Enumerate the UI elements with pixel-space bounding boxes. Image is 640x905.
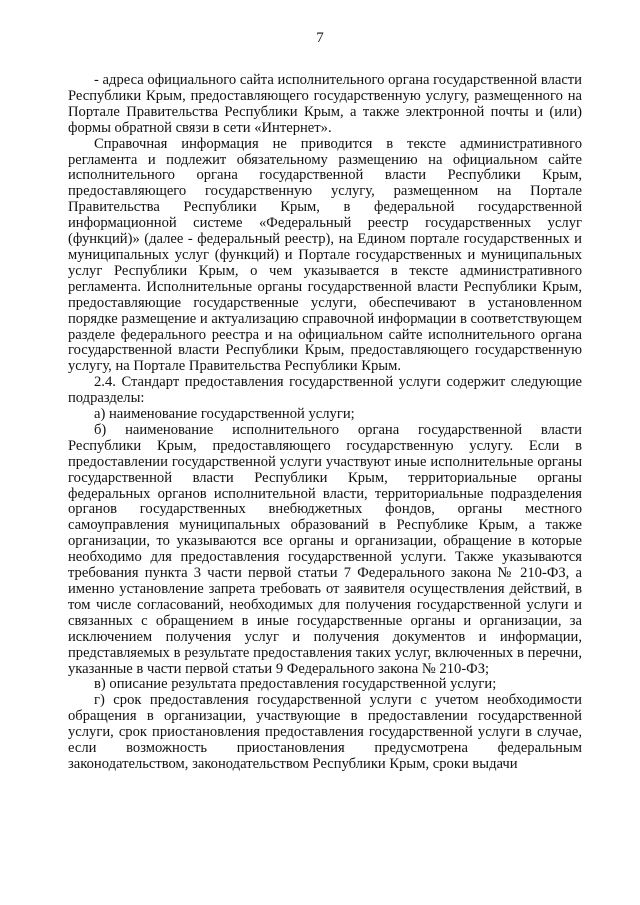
paragraph-website-address: - адреса официального сайта исполнительного органа государственной власти Республики Крым, предоставляющего государственную услугу, размещенного на Портале Правительства Республики Крым, а также электронной почты и (или) формы обратной связи в сети «Интернет». <box>68 72 582 136</box>
paragraph-2-4-standard: 2.4. Стандарт предоставления государственной услуги содержит следующие подразделы: <box>68 374 582 407</box>
paragraph-reference-info: Справочная информация не приводится в тексте административного регламента и подлежит обязательному размещению на официальном сайте исполнительного органа государственной власти Республики Крым, предоставляющего государственную услугу, размещенном на Портале Правительства Республики Крым, в федеральной государственной информационной системе «Федеральный реестр государственных услуг (функций)» (далее - федеральный реестр), на Едином портале государственных и муниципальных услуг (функций) и Портале государственных и муниципальных услуг Республики Крым, о чем указывается в тексте административного регламента. Исполнительные органы государственной власти Республики Крым, предоставляющие государственные услуги, обеспечивают в установленном порядке размещение и актуализацию справочной информации в соответствующем разделе федерального реестра и на официальном сайте исполнительного органа государственной власти Республики Крым, предоставляющего государственную услугу, на Портале Правительства Республики Крым. <box>68 135 582 375</box>
paragraph-item-v: в) описание результата предоставления государственной услуги; <box>94 676 497 693</box>
paragraph-item-b: б) наименование исполнительного органа государственной власти Республики Крым, предоставляющего государственную услугу. Если в предоставлении государственной услуги участвуют иные исполнительные органы государственной власти Республики Крым, территориальные органы федеральных органов исполнительной власти, территориальные подразделения органов государственных внебюджетных фондов, органы местного самоуправления муниципальных образований в Республике Крым, а также организации, то указываются все органы и организации, обращение в которые необходимо для предоставления государственной услуги. Также указываются требования пункта 3 части первой статьи 7 Федерального закона № 210-ФЗ, а именно установление запрета требовать от заявителя осуществления действий, в том числе согласований, необходимых для получения государственной услуги и связанных с обращением в иные государственные органы и организации, за исключением получения услуг и получения документов и информации, представляемых в результате предоставления таких услуг, включенных в перечни, указанные в части первой статьи 9 Федерального закона № 210-ФЗ; <box>68 421 582 677</box>
paragraph-item-g: г) срок предоставления государственной услуги с учетом необходимости обращения в организации, участвующие в предоставлении государственной услуги, срок приостановления предоставления государственной услуги в случае, если возможность приостановления предусмотрена федеральным законодательством, законодательством Республики Крым, сроки выдачи <box>68 692 582 772</box>
document-body <box>68 73 582 773</box>
paragraph-item-a: а) наименование государственной услуги; <box>94 406 355 423</box>
page-number: 7 <box>316 30 324 46</box>
